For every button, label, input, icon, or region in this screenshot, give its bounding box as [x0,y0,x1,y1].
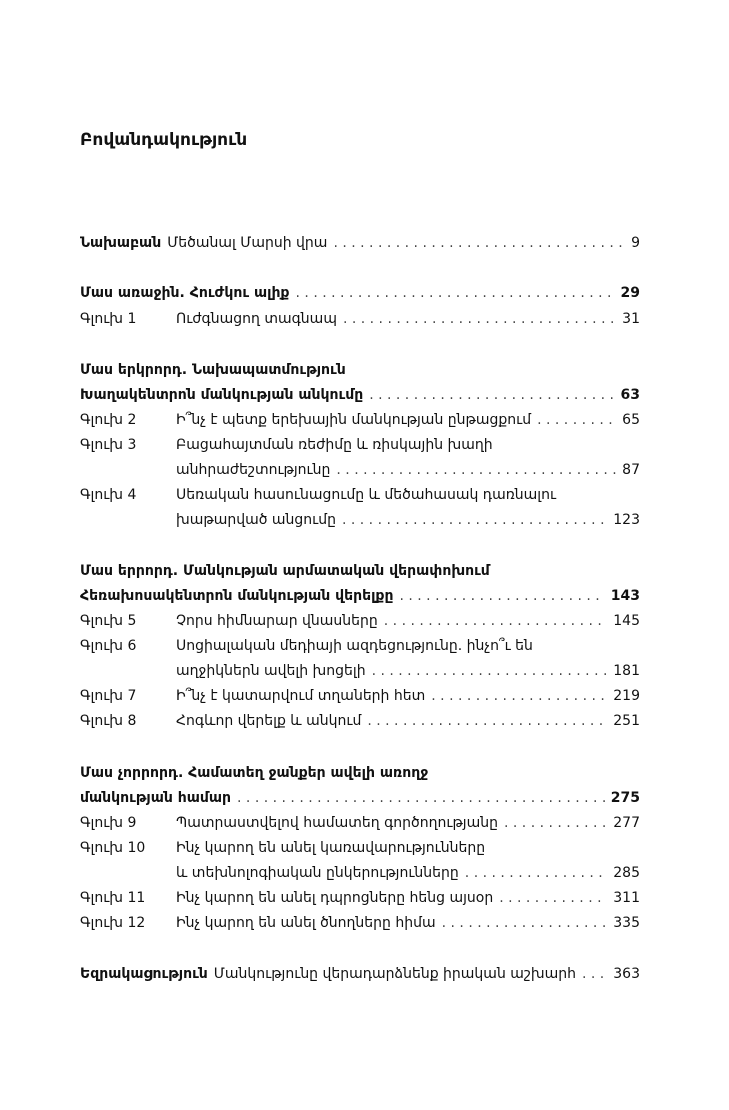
chapter-label: Գլուխ 4 [80,487,137,503]
chapter-label: Գլուխ 7 [80,688,137,704]
dot-leader [537,412,616,428]
chapter-title: Սոցիալական մեդիայի ազդեցությունը. ինչո՞ւ են [176,638,533,654]
toc-title: Բովանդակություն [80,130,248,150]
chapter-title: Ինչ կարող են անել կառավարությունները [176,840,486,856]
dot-leader [499,890,607,906]
dot-leader [372,663,608,679]
toc-entry-part4-line2 [80,790,640,812]
dot-leader [367,713,607,729]
chapter-label: Գլուխ 2 [80,412,137,428]
dot-leader [369,387,614,403]
page-number: 335 [613,915,640,931]
toc-entry-ch11 [80,890,640,912]
chapter-label: Գլուխ 12 [80,915,146,931]
chapter-title: Ի՞նչ է կատարվում տղաների հետ [176,688,426,704]
dot-leader [582,966,607,982]
preface-label: Նախաբան [80,235,162,251]
chapter-title: Բացահայտման ռեժիմը և ռիսկային խաղի [176,437,493,453]
chapter-title-cont: աղջիկներն ավելի խոցելի [176,663,366,679]
part-subtitle: մանկության համար [80,790,232,806]
chapter-label: Գլուխ 5 [80,613,137,629]
chapter-title-cont: խաթարված անցումը [176,512,336,528]
toc-entry-ch7 [80,688,640,710]
chapter-title: Պատրաստվելով համատեղ գործողությանը [176,815,498,831]
part-subtitle: Հեռախոսակենտրոն մանկության վերելքը [80,588,394,604]
dot-leader [431,688,607,704]
toc-entry-ch4-line1 [80,487,640,509]
toc-entry-ch8 [80,713,640,735]
page-number: 65 [622,412,640,428]
chapter-title: Ինչ կարող են անել դպրոցները հենց այսօր [176,890,494,906]
part-title: Մաս առաջին. Հուժկու ալիք [80,285,290,301]
part-subtitle: Խաղակենտրոն մանկության անկումը [80,387,364,403]
page-number: 63 [620,387,640,403]
page-number: 143 [610,588,640,604]
part-title: Մաս երրորդ. Մանկության արմատական վերափոխում [80,563,490,579]
toc-entry-ch5 [80,613,640,635]
toc-entry-part2-line1 [80,362,640,384]
page-number: 285 [613,865,640,881]
chapter-title: Ինչ կարող են անել ծնողները հիմա [176,915,436,931]
toc-entry-part3-line2 [80,588,640,610]
dot-leader [384,613,608,629]
toc-entry-part1 [80,285,640,307]
toc-entry-ch3-line1 [80,437,640,459]
page-number: 363 [613,966,640,982]
toc-entry-ch6-line1 [80,638,640,660]
chapter-title-cont: և տեխնոլոգիական ընկերությունները [176,865,459,881]
toc-entry-part4-line1 [80,765,640,787]
toc-entry-preface [80,235,640,257]
dot-leader [465,865,607,881]
preface-title: Մեծանալ Մարսի վրա [167,235,328,251]
toc-entry-part2-line2 [80,387,640,409]
chapter-label: Գլուխ 3 [80,437,137,453]
dot-leader [504,815,607,831]
chapter-title: Ուժգնացող տագնապ [176,311,337,327]
toc-entry-ch10-line2 [80,865,640,887]
toc-entry-ch1 [80,311,640,333]
page-number: 311 [613,890,640,906]
chapter-title: Չորս հիմնարար վնասները [176,613,378,629]
page-number: 87 [622,462,640,478]
page-number: 275 [610,790,640,806]
dot-leader [333,235,625,251]
toc-entry-ch4-line2 [80,512,640,534]
dot-leader [342,512,607,528]
toc-entry-ch12 [80,915,640,937]
toc-entry-ch2 [80,412,640,434]
epilogue-label: Եզրակացություն [80,966,208,982]
page-number: 181 [613,663,640,679]
chapter-label: Գլուխ 10 [80,840,146,856]
page-number: 29 [620,285,640,301]
part-title: Մաս չորրորդ. Համատեղ ջանքեր ավելի առողջ [80,765,429,781]
chapter-title-cont: անհրաժեշտությունը [176,462,331,478]
dot-leader [296,285,615,301]
page-number: 123 [613,512,640,528]
chapter-title: Ի՞նչ է պետք երեխային մանկության ընթացքում [176,412,532,428]
chapter-title: Սեռական հասունացումը և մեծահասակ դառնալու [176,487,557,503]
chapter-label: Գլուխ 9 [80,815,137,831]
toc-entry-ch6-line2 [80,663,640,685]
toc-entry-ch9 [80,815,640,837]
toc-entry-ch3-line2 [80,462,640,484]
dot-leader [343,311,616,327]
toc-entry-ch10-line1 [80,840,640,862]
page-number: 251 [613,713,640,729]
chapter-title: Հոգևոր վերելք և անկում [176,713,362,729]
toc-entry-epilogue [80,966,640,988]
page-number: 145 [613,613,640,629]
chapter-label: Գլուխ 6 [80,638,137,654]
page-number: 277 [613,815,640,831]
dot-leader [336,462,616,478]
page-number: 9 [631,235,640,251]
page-number: 219 [613,688,640,704]
dot-leader [237,790,605,806]
part-title: Մաս երկրորդ. Նախապատմություն [80,362,346,378]
chapter-label: Գլուխ 11 [80,890,146,906]
page-number: 31 [622,311,640,327]
dot-leader [442,915,608,931]
chapter-label: Գլուխ 1 [80,311,137,327]
toc-entry-part3-line1 [80,563,640,585]
epilogue-title: Մանկությունը վերադարձնենք իրական աշխարհ [213,966,576,982]
dot-leader [399,588,604,604]
chapter-label: Գլուխ 8 [80,713,137,729]
